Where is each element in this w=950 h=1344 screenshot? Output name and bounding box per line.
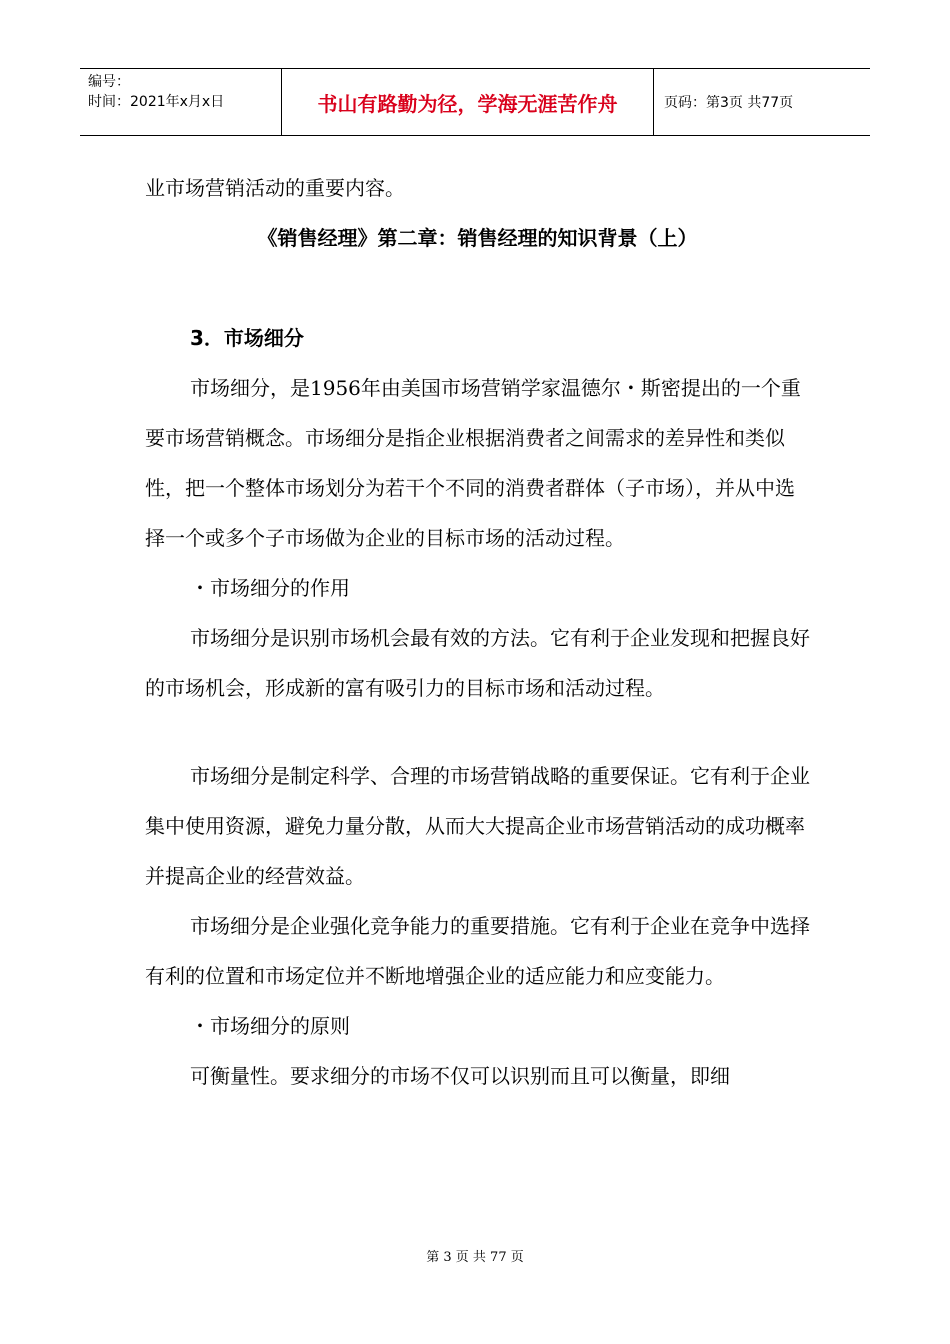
chapter-title: 《销售经理》第二章：销售经理的知识背景（上） [257, 226, 698, 250]
paragraph-continuation: 业市场营销活动的重要内容。 [145, 176, 405, 200]
paragraph-definition: 市场细分，是1956年由美国市场营销学家温德尔・斯密提出的一个重要市场营销概念。市场细分是指企业根据消费者之间需求的差异性和类似性，把一个整体市场划分为若干个不同的消费者群体（子市场），并从中选择一个或多个子市场做为企业的目标市场的活动过程。 [145, 376, 801, 550]
header-motto: 书山有路勤为径，学海无涯苦作舟 [282, 69, 654, 135]
document-body [145, 163, 810, 1101]
document-number-label: 编号： [88, 74, 130, 90]
document-time-label: 时间：2021年x月x日 [88, 94, 225, 110]
paragraph-role-1: 市场细分是识别市场机会最有效的方法。它有利于企业发现和把握良好的市场机会，形成新的富有吸引力的目标市场和活动过程。 [145, 626, 810, 700]
spacer [145, 713, 810, 751]
paragraph-role-2: 市场细分是制定科学、合理的市场营销战略的重要保证。它有利于企业集中使用资源，避免力量分散，从而大大提高企业市场营销活动的成功概率并提高企业的经营效益。 [145, 764, 810, 888]
spacer [145, 263, 810, 313]
page-header [80, 68, 870, 136]
page-footer: 第 3 页 共 77 页 [426, 1250, 524, 1265]
paragraph-principle-1: 可衡量性。要求细分的市场不仅可以识别而且可以衡量，即细 [190, 1064, 730, 1088]
header-meta [80, 69, 282, 135]
bullet-heading-principles: ・市场细分的原则 [190, 1014, 350, 1038]
bullet-heading-role: ・市场细分的作用 [190, 576, 350, 600]
header-page-label: 页码：第3页 共77页 [664, 95, 794, 111]
section-title: 3．市场细分 [190, 326, 304, 350]
paragraph-role-3: 市场细分是企业强化竞争能力的重要措施。它有利于企业在竞争中选择有利的位置和市场定位并不断地增强企业的适应能力和应变能力。 [145, 914, 810, 988]
